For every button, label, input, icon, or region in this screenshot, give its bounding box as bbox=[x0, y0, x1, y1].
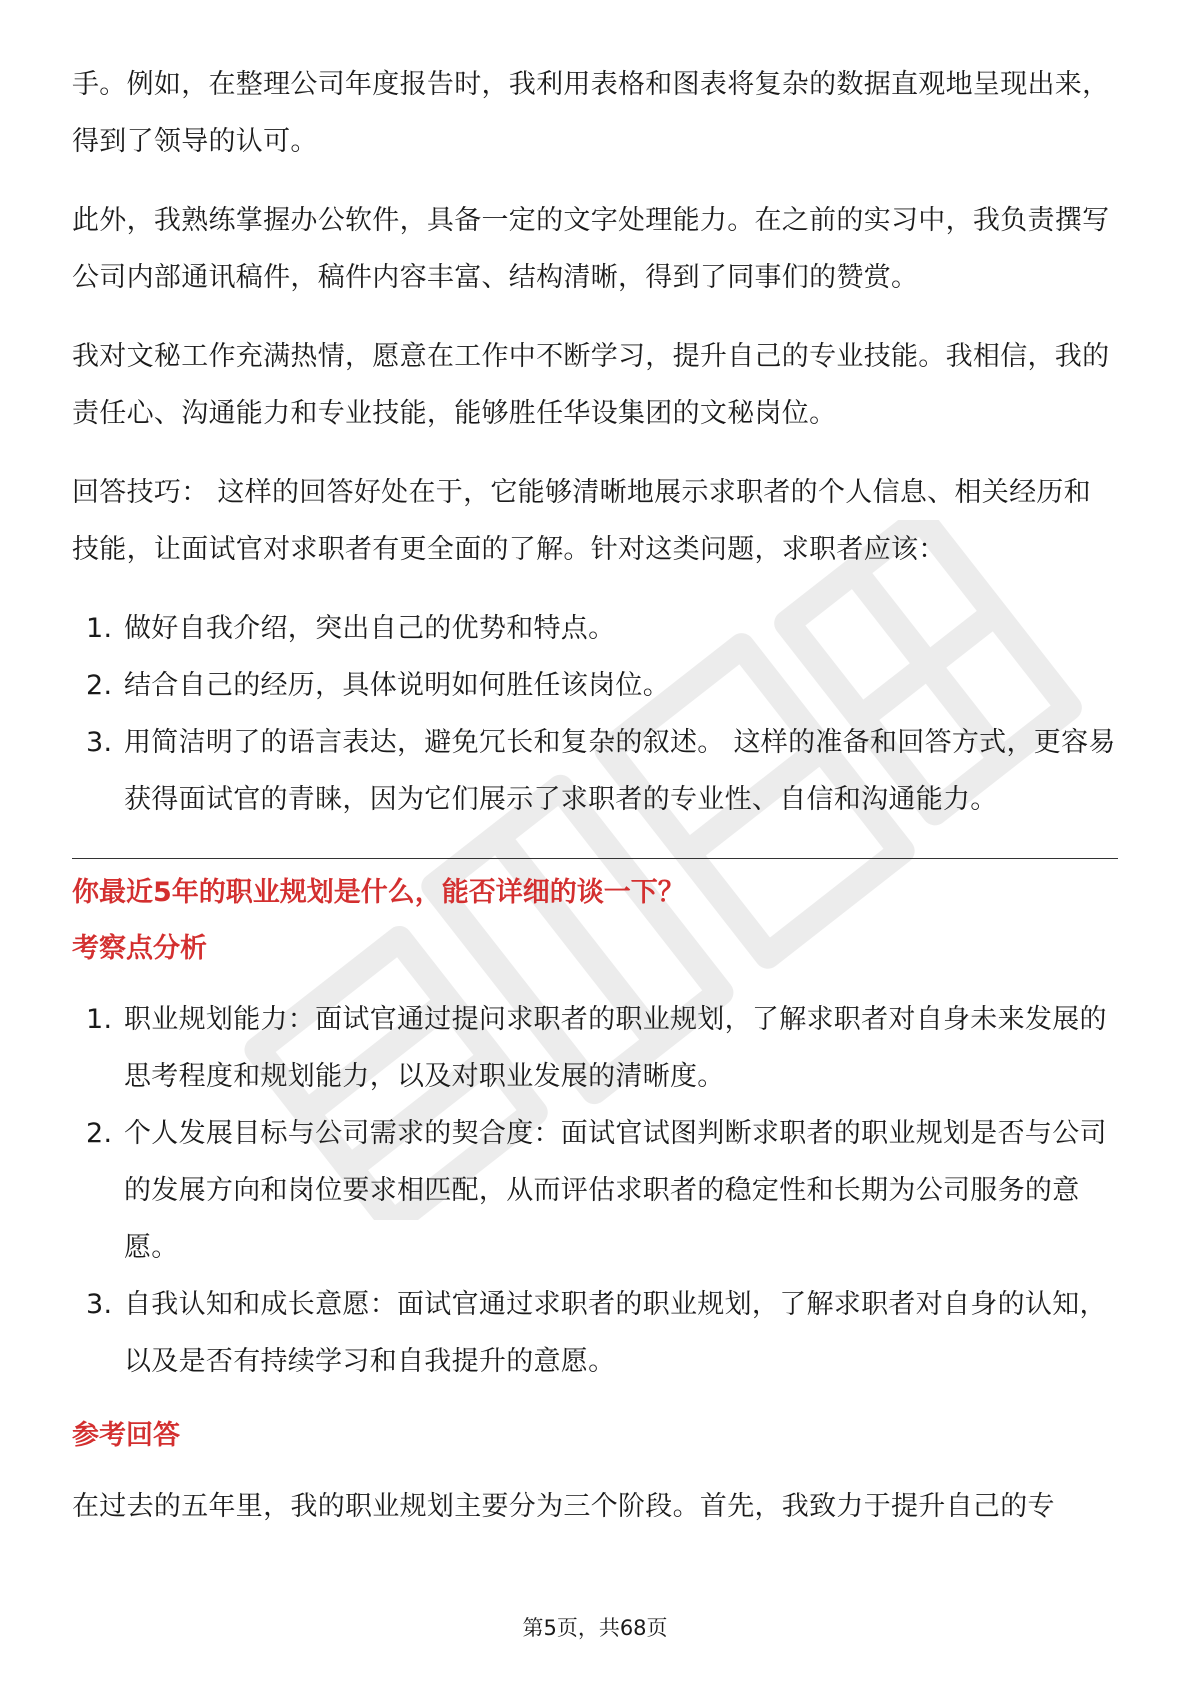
question-heading: 你最近5年的职业规划是什么，能否详细的谈一下？ bbox=[72, 877, 685, 908]
list-item bbox=[72, 991, 1118, 1105]
list-number: 2. bbox=[86, 1118, 113, 1149]
list-number: 3. bbox=[86, 1289, 113, 1320]
list-number: 3. bbox=[86, 727, 113, 758]
list-number: 2. bbox=[86, 670, 113, 701]
list-text: 职业规划能力：面试官通过提问求职者的职业规划，了解求职者对自身未来发展的思考程度和规划能力，以及对职业发展的清晰度。 bbox=[124, 1004, 1107, 1092]
list-item bbox=[72, 600, 1118, 657]
list-item bbox=[72, 1105, 1118, 1276]
list-text: 做好自我介绍，突出自己的优势和特点。 bbox=[124, 613, 616, 644]
section-divider bbox=[72, 858, 1118, 859]
list-text: 结合自己的经历，具体说明如何胜任该岗位。 bbox=[124, 670, 670, 701]
list-text: 自我认知和成长意愿：面试官通过求职者的职业规划，了解求职者对自身的认知，以及是否有持续学习和自我提升的意愿。 bbox=[124, 1289, 1107, 1377]
list-item bbox=[72, 714, 1118, 828]
list-number: 1. bbox=[86, 613, 113, 644]
paragraph-continued-example: 手。例如，在整理公司年度报告时，我利用表格和图表将复杂的数据直观地呈现出来，得到了领导的认可。 bbox=[72, 69, 1110, 157]
analysis-heading: 考察点分析 bbox=[72, 933, 207, 964]
page-number: 第5页，共68页 bbox=[522, 1616, 668, 1640]
list-item bbox=[72, 657, 1118, 714]
paragraph-passion: 我对文秘工作充满热情，愿意在工作中不断学习，提升自己的专业技能。我相信，我的责任心、沟通能力和专业技能，能够胜任华设集团的文秘岗位。 bbox=[72, 341, 1110, 429]
list-text: 个人发展目标与公司需求的契合度：面试官试图判断求职者的职业规划是否与公司的发展方向和岗位要求相匹配，从而评估求职者的稳定性和长期为公司服务的意愿。 bbox=[124, 1118, 1107, 1263]
paragraph-answer-tips: 回答技巧： 这样的回答好处在于，它能够清晰地展示求职者的个人信息、相关经历和技能，让面试官对求职者有更全面的了解。针对这类问题，求职者应该： bbox=[72, 477, 1091, 565]
list-number: 1. bbox=[86, 1004, 113, 1035]
list-text: 用简洁明了的语言表达，避免冗长和复杂的叙述。 这样的准备和回答方式，更容易获得面试官的青睐，因为它们展示了求职者的专业性、自信和沟通能力。 bbox=[124, 727, 1116, 815]
paragraph-answer-start: 在过去的五年里，我的职业规划主要分为三个阶段。首先，我致力于提升自己的专 bbox=[72, 1491, 1055, 1522]
paragraph-office-skills: 此外，我熟练掌握办公软件，具备一定的文字处理能力。在之前的实习中，我负责撰写公司内部通讯稿件，稿件内容丰富、结构清晰，得到了同事们的赞赏。 bbox=[72, 205, 1110, 293]
tips-list bbox=[72, 600, 1118, 828]
answer-heading: 参考回答 bbox=[72, 1420, 180, 1451]
list-item bbox=[72, 1276, 1118, 1390]
document-page bbox=[72, 56, 1118, 1557]
analysis-list bbox=[72, 991, 1118, 1390]
